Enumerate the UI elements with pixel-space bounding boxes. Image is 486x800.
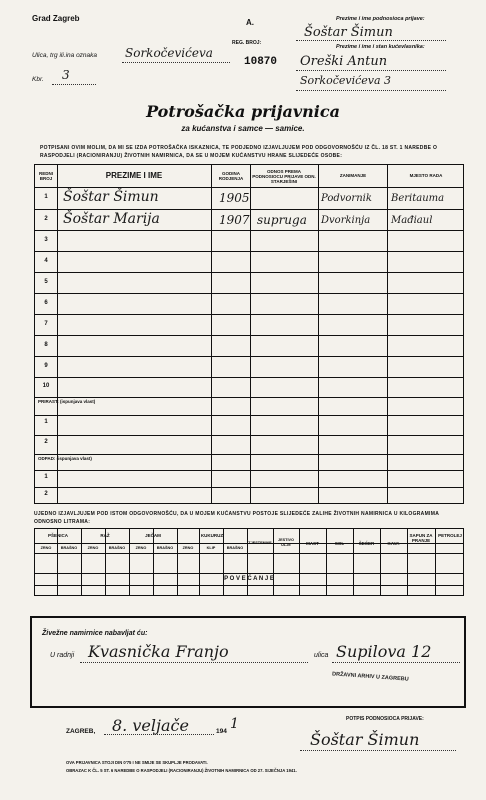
stock-intro: UJEDNO IZJAVLJUJEM POD ISTOM ODGOVORNOŠĆU, DA U MOJEM KUĆANSTVU POSTOJE SLIJEDEĆE ZALIHE ŽIVOTNIH NAMIRNICA U KILOGRAMIMA ODNOSNO LITRAMA: — [34, 511, 439, 525]
year-suffix: 1 — [230, 716, 239, 732]
house-value: 3 — [62, 68, 70, 82]
stock-subheader: ZRNO — [87, 546, 99, 550]
person-workplace: Beritauma — [391, 193, 445, 204]
stock-group-header: ŠEĆER — [358, 541, 375, 546]
departure-row-number: 2 — [44, 491, 48, 497]
stock-subheader: ZRNO — [182, 546, 194, 550]
applicant-label: Prezime i ime podnosioca prijave: — [336, 16, 425, 22]
shop-label: U radnji — [50, 652, 75, 659]
stock-group-header: SOL — [334, 541, 345, 546]
form-title: Potrošačka prijavnica — [146, 102, 340, 121]
stock-subheader: BRAŠNO — [156, 546, 174, 550]
owner-label: Prezime i ime i stan kućevlasnika: — [336, 44, 425, 50]
supply-box — [30, 616, 466, 708]
house-label: Kbr. — [32, 76, 44, 83]
reg-label: REG. BROJ: — [232, 40, 262, 46]
stock-group-header: MAST — [306, 541, 319, 546]
stock-subheader: BRAŠNO — [108, 546, 126, 550]
person-year: 1905 — [219, 191, 250, 205]
row-number: 10 — [42, 383, 50, 389]
row-number: 2 — [44, 216, 48, 222]
person-occupation: Podvornik — [321, 193, 372, 204]
row-number: 9 — [44, 363, 48, 369]
arrival-row-number: 1 — [44, 419, 48, 425]
signature-label: POTPIS PODNOSIOCA PRIJAVE: — [346, 716, 424, 722]
persons-table — [34, 164, 464, 504]
person-occupation: Dvorkinja — [321, 215, 371, 226]
arrival-label: PRIRAST: (ispunjava vlast) — [38, 399, 96, 404]
supply-street-label: ulica — [314, 652, 329, 659]
stock-group-header: KAVA — [387, 541, 400, 546]
form-letter: A. — [246, 18, 254, 27]
stock-group-header: PŠENICA — [47, 533, 68, 538]
stock-subheader: BRAŠNO — [226, 546, 244, 550]
signature-value: Šoštar Šimun — [310, 730, 420, 749]
row-number: 7 — [44, 321, 48, 327]
col-header-workplace: MJESTO RADA — [409, 173, 443, 178]
person-name: Šoštar Marija — [63, 211, 160, 227]
departure-label: ODPAD: (ispunjava vlast) — [38, 456, 92, 461]
stock-table — [34, 528, 464, 596]
person-workplace: Mađiaul — [391, 215, 433, 226]
col-header-name: PREZIME I IME — [105, 171, 163, 180]
year-prefix: 194 — [216, 728, 227, 735]
date-value: 8. veljače — [112, 716, 189, 735]
row-number: 6 — [44, 300, 48, 306]
street-label: Ulica, trg ili.ina oznaka — [32, 52, 98, 59]
row-number: 3 — [44, 237, 48, 243]
intro-text: POTPISANI OVIM MOLIM, DA MI SE IZDA POTROŠAČKA ISKAZNICA, TE PODJEDNO IZJAVLJUJEM POD ODGOVORNOŠĆU IZ ČL. 18 ST. 1 NAREDBE O RASPODJELI (RACIONIRANJU) ŽIVOTNIH NAMIRNICA, DA SE U MOJEM KUĆANSTVU HRANE SLIJEDEĆE OSOBE: — [40, 145, 438, 159]
person-name: Šoštar Šimun — [63, 189, 159, 205]
stock-subheader: KLIP — [206, 546, 216, 550]
stock-group-header: KUKURUZ — [200, 533, 224, 538]
row-number: 8 — [44, 342, 48, 348]
archive-stamp: DRŽAVNI ARHIV U ZAGREBU — [331, 671, 409, 683]
city-label: Grad Zagreb — [32, 14, 80, 23]
stock-group-header: SAPUN ZA PRANJE — [409, 533, 433, 543]
price-note: OVA PRIJAVNICA STOJI DIN 0'75 I NE SMIJE SE SKUPLJE PRODAVATI. — [66, 760, 208, 765]
reg-number: 10870 — [244, 56, 278, 68]
arrival-row-number: 2 — [44, 439, 48, 445]
street-value: Sorkočevićeva — [125, 46, 213, 60]
supply-street-value: Supilova 12 — [336, 642, 432, 661]
row-number: 5 — [44, 279, 48, 285]
person-year: 1907 — [219, 213, 250, 227]
owner-value: Oreški Antun — [300, 54, 388, 69]
person-relation: supruga — [257, 213, 307, 227]
stock-group-header: RAŽ — [100, 533, 110, 538]
col-header-occupation: ZANIMANJE — [339, 173, 367, 178]
form-note: OBRAZAC K ČL. 5 ST. 6 NAREDBE O RASPODJELI (RACIONIRANJU) ŽIVOTNIH NAMIRNICA OD 27. SIJEČNJA 1941. — [66, 768, 297, 773]
increase-label: P O V E Ć A N J E — [224, 576, 274, 582]
stock-group-header: PETROLEJ — [438, 533, 462, 538]
col-header-no: REDNI BROJ — [38, 171, 53, 181]
row-number: 1 — [44, 194, 48, 200]
stock-subheader: BRAŠNO — [60, 546, 78, 550]
form-subtitle: za kućanstva i samce — samice. — [181, 124, 305, 133]
applicant-value: Šoštar Šimun — [304, 25, 393, 40]
place-label: ZAGREB, — [66, 728, 96, 735]
stock-group-header: JEČAM — [145, 533, 161, 538]
stock-subheader: ZRNO — [135, 546, 147, 550]
departure-row-number: 1 — [44, 474, 48, 480]
supply-label: Živežne namirnice nabavljat ću: — [42, 630, 148, 637]
stock-subheader: ZRNO — [40, 546, 52, 550]
stock-group-header: TJESTENINE — [248, 541, 272, 545]
shop-value: Kvasnička Franjo — [88, 642, 229, 661]
stock-group-header: JESTIVO ULJE — [277, 538, 295, 547]
col-header-relation: ODNOS PREMA PODNOSIOCU PRIJAVE ODN. STARJEŠINI — [252, 169, 316, 184]
owner-address: Sorkočevićeva 3 — [300, 74, 392, 87]
col-header-year: GODINA RODJENJA — [218, 171, 244, 181]
row-number: 4 — [44, 258, 48, 264]
